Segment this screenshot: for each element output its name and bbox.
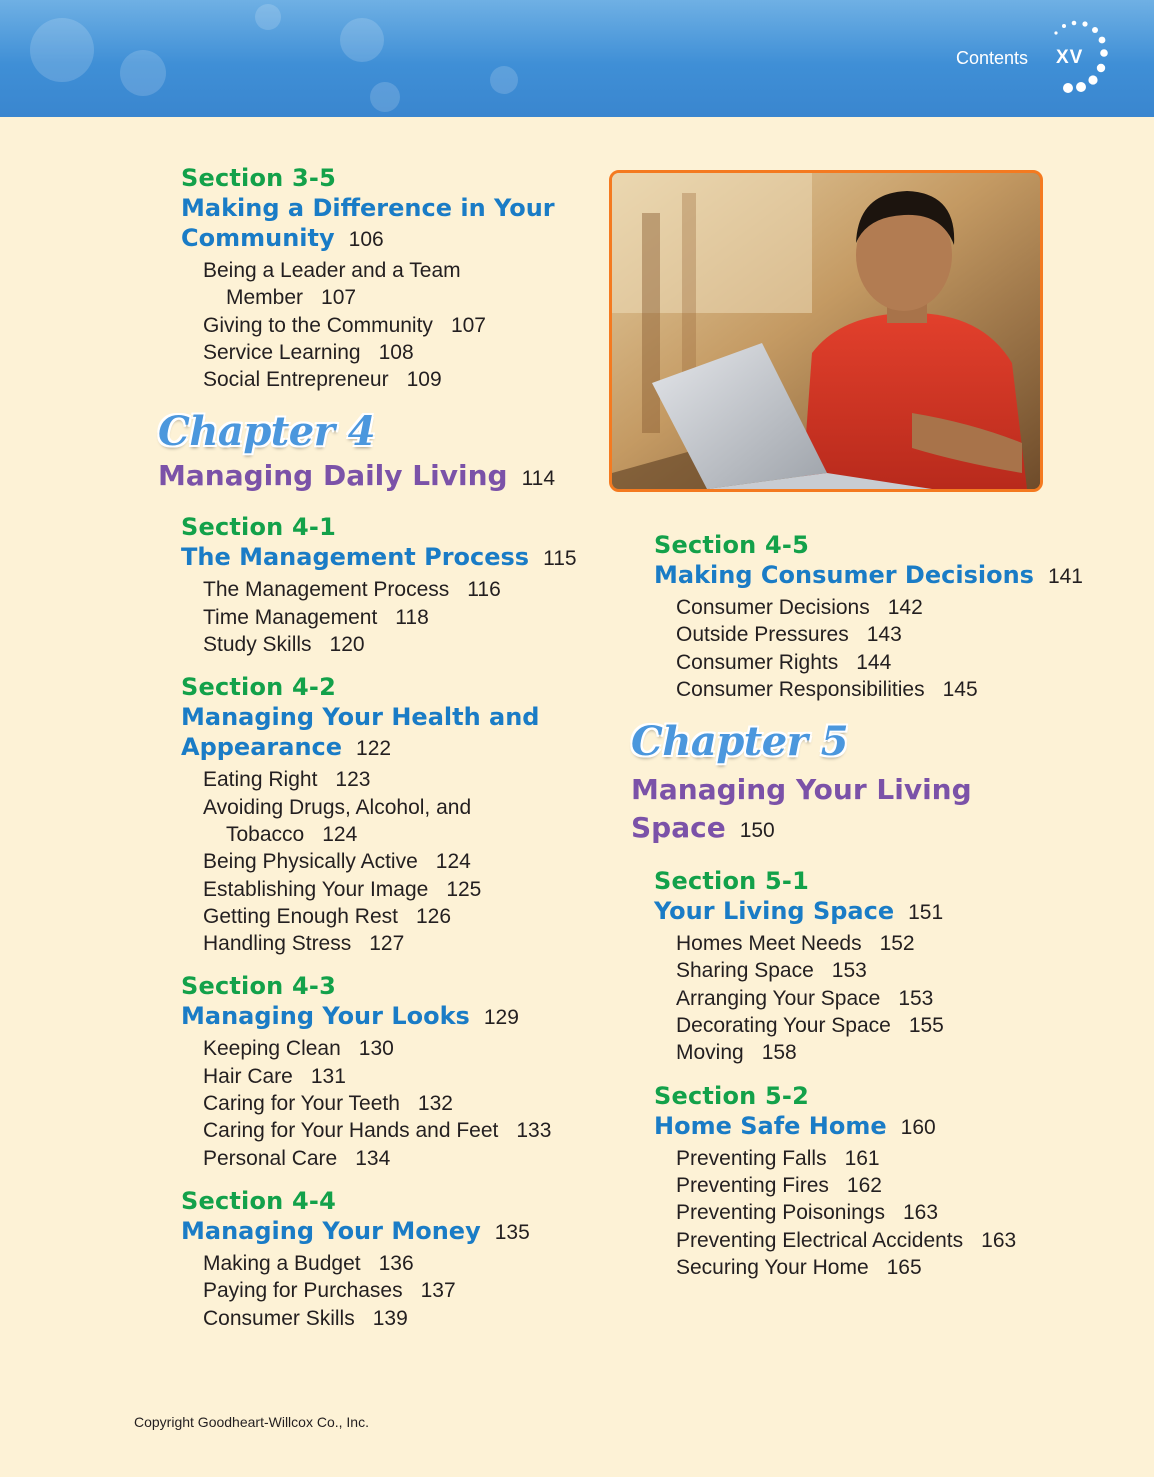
section-title-line: [181, 1001, 601, 1033]
topic-line: [676, 1174, 882, 1197]
chapter-title-text: Managing Daily Living: [158, 459, 508, 493]
section-title-line: [181, 223, 601, 255]
topic-line: [203, 932, 404, 955]
topic-text: Giving to the Community: [203, 313, 433, 337]
topic-text: Being a Leader and a Team: [203, 259, 461, 282]
topic-entry[interactable]: [203, 257, 601, 312]
decorative-bubble: [370, 82, 400, 112]
section-title-line: [181, 702, 601, 732]
topic-page-number: 155: [908, 1014, 944, 1038]
topic-entry[interactable]: [203, 576, 601, 603]
topic-list: [203, 576, 601, 658]
topic-entry[interactable]: [203, 339, 601, 366]
topic-text: Getting Enough Rest: [203, 904, 398, 928]
topic-text: Time Management: [203, 605, 378, 629]
topic-line: [203, 850, 471, 873]
topic-page-number: 118: [395, 605, 429, 629]
topic-page-number: 163: [902, 1201, 939, 1225]
topic-entry[interactable]: [676, 1012, 1104, 1039]
topic-page-number: 130: [358, 1037, 394, 1061]
topic-text: Tobacco: [226, 822, 305, 846]
topic-line: [676, 596, 923, 619]
topic-page-number: 145: [942, 677, 978, 701]
section-page-number: 141: [1047, 565, 1083, 588]
topic-page-number: 153: [831, 959, 867, 983]
chapter-title[interactable]: [631, 771, 1104, 850]
chapter-title[interactable]: [158, 457, 601, 498]
photo-illustration: [612, 173, 1040, 489]
topic-entry[interactable]: [203, 366, 601, 393]
topic-line: [203, 1147, 390, 1170]
topic-list: [203, 1250, 601, 1332]
topic-page-number: 144: [856, 650, 892, 674]
section-title-line: [181, 193, 601, 223]
topic-page-number: 134: [355, 1146, 391, 1170]
section-page-number: 151: [908, 901, 944, 925]
topic-list: [203, 257, 601, 393]
topic-page-number: 152: [879, 932, 915, 956]
decorative-bubble: [255, 4, 281, 30]
toc-section: [181, 672, 601, 957]
section-label: Section 4-5: [654, 531, 809, 559]
header-page-number: XV: [1056, 47, 1084, 68]
section-title-line: [654, 1111, 1104, 1143]
topic-text: Arranging Your Space: [676, 986, 881, 1010]
dot-ring-icon: [1044, 18, 1116, 98]
section-title[interactable]: [181, 193, 601, 255]
topic-list: [676, 1145, 1104, 1281]
topic-text: Handling Stress: [203, 932, 352, 956]
page-header: [0, 0, 1154, 117]
topic-text: Study Skills: [203, 633, 312, 657]
topic-text: Homes Meet Needs: [676, 932, 862, 956]
section-title-text: Appearance: [181, 733, 343, 762]
topic-list: [203, 1035, 601, 1171]
topic-line: [203, 1065, 346, 1088]
topic-entry[interactable]: [203, 1117, 601, 1144]
topic-text: Caring for Your Hands and Feet: [203, 1119, 499, 1143]
topic-entry[interactable]: [676, 1145, 1104, 1172]
section-title[interactable]: [654, 896, 1104, 928]
topic-text: Consumer Responsibilities: [676, 677, 925, 701]
topic-line: [203, 259, 461, 282]
topic-line: [203, 368, 442, 391]
topic-entry[interactable]: [676, 1039, 1104, 1066]
section-title-text: Your Living Space: [654, 897, 895, 926]
topic-line: [203, 821, 601, 848]
section-page-number: 160: [900, 1115, 936, 1139]
topic-line: [203, 633, 365, 656]
topic-line: [203, 1119, 551, 1142]
toc-section: [181, 971, 601, 1171]
topic-text: Preventing Fires: [676, 1173, 829, 1197]
topic-text: Paying for Purchases: [203, 1279, 403, 1303]
topic-text: The Management Process: [203, 578, 450, 602]
topic-text: Consumer Skills: [203, 1306, 355, 1330]
topic-page-number: 125: [446, 877, 482, 901]
topic-page-number: 108: [378, 340, 414, 364]
section-title[interactable]: [654, 1111, 1104, 1143]
topic-line: [676, 678, 978, 701]
topic-entry[interactable]: [203, 1090, 601, 1117]
topic-page-number: 142: [887, 596, 923, 619]
decorative-bubble: [490, 66, 518, 94]
section-title[interactable]: [181, 1001, 601, 1033]
section-title-line: [654, 896, 1104, 928]
chapter-heading: [631, 719, 1104, 850]
section-title-text: The Management Process: [181, 543, 530, 572]
topic-line: [676, 623, 902, 646]
topic-text: Preventing Electrical Accidents: [676, 1228, 964, 1252]
topic-text: Avoiding Drugs, Alcohol, and: [203, 795, 472, 819]
section-label: Section 4-4: [181, 1186, 336, 1215]
topic-page-number: 116: [467, 578, 501, 602]
topic-page-number: 124: [435, 850, 471, 874]
topic-entry[interactable]: [203, 1063, 601, 1090]
toc-section: [654, 866, 1104, 1066]
topic-entry[interactable]: [203, 794, 601, 849]
topic-text: Sharing Space: [676, 959, 814, 983]
topic-list: [676, 930, 1104, 1066]
topic-page-number: 133: [516, 1119, 552, 1143]
section-title-text: Managing Your Health and: [181, 703, 540, 732]
topic-entry[interactable]: [676, 985, 1104, 1012]
topic-page-number: 132: [417, 1092, 453, 1116]
topic-page-number: 153: [898, 986, 934, 1010]
topic-line: [203, 1252, 414, 1275]
topic-entry[interactable]: [676, 649, 1104, 676]
topic-line: [676, 1041, 797, 1064]
topic-entry[interactable]: [676, 1227, 1104, 1254]
topic-page-number: 158: [761, 1041, 797, 1065]
section-title-text: Managing Your Looks: [181, 1002, 470, 1031]
topic-entry[interactable]: [676, 1199, 1104, 1226]
topic-page-number: 165: [886, 1255, 922, 1279]
topic-line: [203, 1092, 453, 1115]
section-label: Section 5-1: [654, 867, 809, 896]
topic-line: [203, 341, 414, 364]
topic-line: [203, 1279, 456, 1302]
topic-text: Service Learning: [203, 340, 361, 364]
topic-page-number: 109: [406, 368, 442, 392]
topic-line: [676, 651, 891, 674]
section-page-number: 129: [483, 1006, 519, 1030]
topic-line: [676, 1147, 880, 1170]
topic-line: [676, 1201, 938, 1224]
section-label: Section 4-3: [181, 972, 336, 1001]
topic-line: [676, 1229, 1016, 1252]
topic-entry[interactable]: [203, 1035, 601, 1062]
section-title[interactable]: [181, 1216, 601, 1248]
section-title[interactable]: [181, 702, 601, 764]
topic-text: Caring for Your Teeth: [203, 1092, 400, 1116]
topic-page-number: 107: [450, 313, 486, 337]
section-page-number: 122: [356, 737, 392, 761]
section-title[interactable]: [181, 542, 601, 574]
topic-entry[interactable]: [203, 604, 601, 631]
topic-page-number: 120: [329, 633, 365, 657]
topic-text: Eating Right: [203, 768, 318, 792]
topic-entry[interactable]: [676, 930, 1104, 957]
decorative-bubble: [120, 50, 166, 96]
section-title-line: [654, 560, 1104, 592]
topic-entry[interactable]: [203, 631, 601, 658]
topic-page-number: 161: [844, 1146, 880, 1170]
topic-line: [203, 768, 370, 791]
section-title-text: Making Consumer Decisions: [654, 561, 1034, 589]
section-title-text: Community: [181, 224, 335, 252]
toc-right-column: [631, 530, 1104, 1295]
toc-section: [181, 1186, 601, 1332]
topic-line: [203, 1037, 394, 1060]
topic-text: Preventing Poisonings: [676, 1201, 885, 1225]
topic-entry[interactable]: [203, 1305, 601, 1332]
topic-line: [676, 959, 867, 982]
topic-entry[interactable]: [203, 1145, 601, 1172]
topic-entry[interactable]: [676, 621, 1104, 648]
topic-text: Outside Pressures: [676, 623, 849, 647]
topic-text: Preventing Falls: [676, 1146, 827, 1170]
topic-page-number: 107: [321, 286, 357, 310]
topic-line: [676, 932, 915, 955]
topic-text: Consumer Decisions: [676, 596, 870, 619]
topic-line: [203, 905, 451, 928]
chapter-title-text: Managing Your Living: [631, 773, 972, 807]
topic-page-number: 139: [372, 1306, 408, 1330]
topic-entry[interactable]: [203, 312, 601, 339]
topic-list: [676, 594, 1104, 703]
topic-line: [203, 796, 471, 819]
chapter-heading: [158, 409, 601, 498]
section-label: Section 4-1: [181, 513, 336, 542]
topic-line: [676, 1014, 944, 1037]
topic-page-number: 143: [866, 623, 902, 647]
topic-text: Hair Care: [203, 1064, 293, 1088]
copyright-footer: Copyright Goodheart-Willcox Co., Inc.: [134, 1414, 369, 1430]
topic-entry[interactable]: [203, 1277, 601, 1304]
student-laptop-photo: [609, 170, 1043, 492]
topic-line: [676, 1256, 922, 1279]
topic-entry[interactable]: [203, 903, 601, 930]
section-title-line: [181, 1216, 601, 1248]
topic-page-number: 137: [420, 1279, 456, 1303]
topic-text: Making a Budget: [203, 1251, 361, 1275]
topic-page-number: 162: [846, 1173, 882, 1197]
toc-left-column: [158, 163, 601, 1346]
topic-line: [203, 878, 481, 901]
topic-text: Consumer Rights: [676, 650, 839, 674]
topic-entry[interactable]: [676, 1254, 1104, 1281]
chapter-title-line: [158, 457, 601, 498]
topic-page-number: 127: [369, 932, 405, 956]
section-page-number: 115: [543, 547, 577, 571]
chapter-number: Chapter 4: [158, 408, 376, 456]
chapter-title-text: Space: [631, 811, 726, 845]
chapter-title-line: [631, 809, 1104, 850]
topic-text: Decorating Your Space: [676, 1014, 891, 1038]
section-title-text: Managing Your Money: [181, 1216, 481, 1245]
section-title-text: Home Safe Home: [654, 1111, 887, 1140]
chapter-page-number: 150: [739, 819, 775, 843]
topic-entry[interactable]: [203, 876, 601, 903]
topic-entry[interactable]: [676, 1172, 1104, 1199]
topic-page-number: 131: [310, 1064, 346, 1088]
topic-text: Securing Your Home: [676, 1255, 869, 1279]
topic-line: [203, 578, 501, 601]
topic-text: Keeping Clean: [203, 1037, 341, 1061]
topic-text: Moving: [676, 1041, 744, 1065]
toc-section: [181, 163, 601, 393]
section-page-number: 135: [494, 1220, 530, 1244]
chapter-title-line: [631, 771, 1104, 809]
section-title-text: Making a Difference in Your: [181, 194, 555, 222]
section-label: Section 5-2: [654, 1081, 809, 1110]
topic-entry[interactable]: [676, 957, 1104, 984]
topic-list: [203, 766, 601, 957]
topic-page-number: 126: [415, 904, 452, 928]
topic-line: [676, 987, 933, 1010]
toc-section: [654, 530, 1104, 703]
topic-entry[interactable]: [676, 676, 1104, 703]
topic-text: Personal Care: [203, 1146, 338, 1170]
topic-entry[interactable]: [203, 766, 601, 793]
toc-section: [654, 1081, 1104, 1281]
topic-entry[interactable]: [676, 594, 1104, 621]
topic-entry[interactable]: [203, 848, 601, 875]
section-label: Section 3-5: [181, 164, 336, 192]
topic-text: Member: [226, 286, 304, 310]
topic-page-number: 136: [378, 1251, 414, 1275]
header-section-label: Contents: [956, 48, 1029, 68]
chapter-number: Chapter 5: [631, 718, 849, 766]
section-page-number: 106: [348, 228, 384, 251]
topic-entry[interactable]: [203, 1250, 601, 1277]
decorative-bubble: [340, 18, 384, 62]
section-title-line: [181, 542, 601, 574]
chapter-page-number: 114: [521, 467, 556, 491]
topic-entry[interactable]: [203, 930, 601, 957]
topic-text: Social Entrepreneur: [203, 368, 389, 392]
topic-page-number: 124: [322, 822, 358, 846]
section-title[interactable]: [654, 560, 1104, 592]
topic-line: [203, 1307, 408, 1330]
topic-text: Being Physically Active: [203, 850, 418, 874]
topic-line: [203, 314, 486, 337]
topic-line: [203, 606, 429, 629]
section-label: Section 4-2: [181, 673, 336, 702]
section-title-line: [181, 732, 601, 764]
topic-text: Establishing Your Image: [203, 877, 429, 901]
toc-section: [181, 512, 601, 658]
topic-page-number: 123: [335, 768, 371, 792]
topic-line: [203, 284, 601, 311]
topic-page-number: 163: [981, 1228, 1017, 1252]
decorative-bubble: [30, 18, 94, 82]
